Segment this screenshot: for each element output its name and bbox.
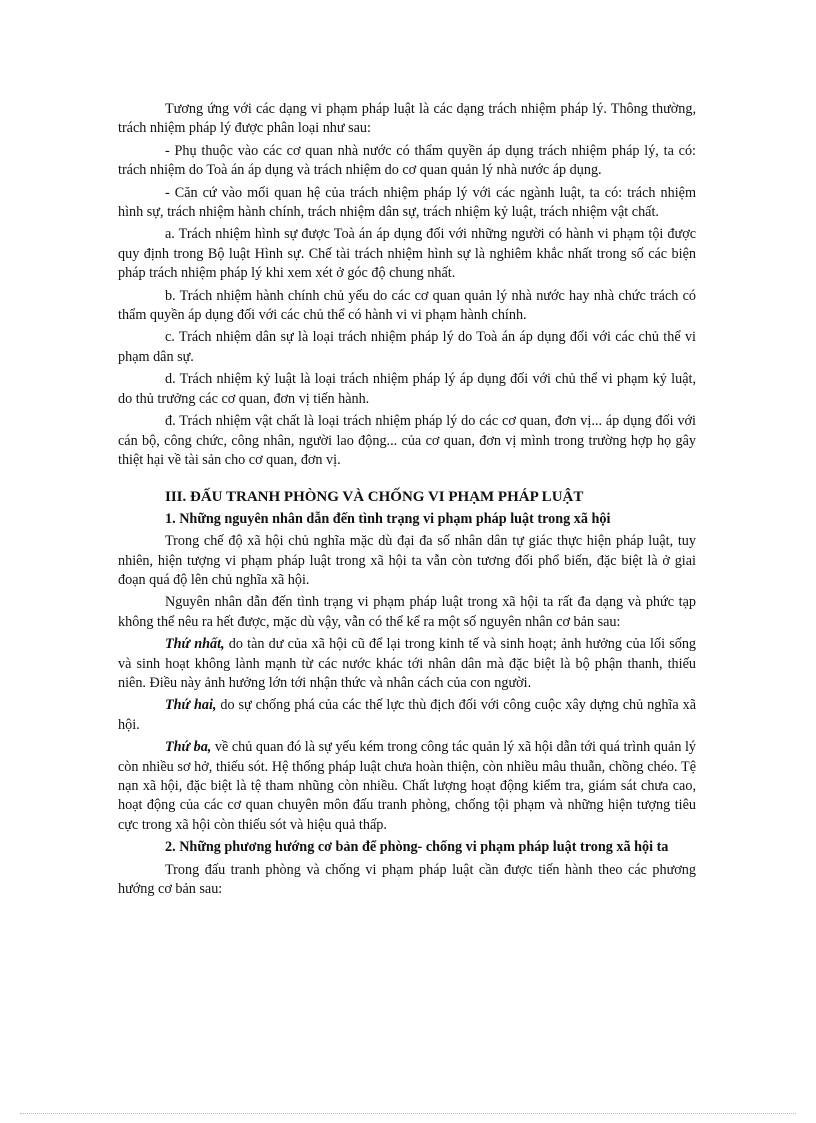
paragraph-third-cause	[118, 738, 696, 835]
page-bottom-border	[20, 1113, 796, 1114]
paragraph-second-cause	[118, 696, 696, 735]
paragraph-by-authority: - Phụ thuộc vào các cơ quan nhà nước có thẩm quyền áp dụng trách nhiệm pháp lý, ta có: trách nhiệm do Toà án áp dụng và trách nhiệm do cơ quan quản lý nhà nước áp dụng.	[118, 142, 696, 179]
paragraph-criminal: a. Trách nhiệm hình sự được Toà án áp dụng đối với những người có hành vi phạm tội được quy định trong Bộ luật Hình sự. Chế tài trách nhiệm hình sự là nghiêm khắc nhất trong số các biện pháp trách nhiệm pháp lý khi xem xét ở góc độ chung nhất.	[118, 226, 696, 282]
paragraph-disciplinary: d. Trách nhiệm kỷ luật là loại trách nhiệm pháp lý áp dụng đối với chủ thể vi phạm kỷ luật, do thủ trưởng các cơ quan, đơn vị tiến hành.	[118, 371, 696, 407]
document-page	[118, 100, 696, 902]
third-cause-lead: Thứ ba,	[165, 739, 212, 756]
second-cause-text: do sự chống phá của các thế lực thù địch đối với công cuộc xây dựng chủ nghĩa xã hội.	[118, 697, 696, 733]
paragraph-civil: c. Trách nhiệm dân sự là loại trách nhiệm pháp lý do Toà án áp dụng đối với các chủ thể vi phạm dân sự.	[118, 329, 696, 365]
paragraph-material: đ. Trách nhiệm vật chất là loại trách nhiệm pháp lý do các cơ quan, đơn vị... áp dụng đối với cán bộ, công chức, công nhân, người lao động... của cơ quan, đơn vị mình trong trường hợp họ gây thiệt hại về tài sản cho cơ quan, đơn vị.	[118, 413, 696, 468]
paragraph-causes-intro: Trong chế độ xã hội chủ nghĩa mặc dù đại đa số nhân dân tự giác thực hiện pháp luật, tuy nhiên, hiện tượng vi phạm pháp luật trong xã hội ta vẫn còn tương đối phổ biến, đặc biệt là ở giai đoạn quá độ lên chủ nghĩa xã hội.	[118, 533, 696, 588]
paragraph-directions-intro: Trong đấu tranh phòng và chống vi phạm pháp luật cần được tiến hành theo các phương hướng cơ bản sau:	[118, 861, 696, 898]
third-cause-text: về chủ quan đó là sự yếu kém trong công tác quản lý xã hội dẫn tới quá trình quản lý còn nhiều sơ hở, thiếu sót. Hệ thống pháp luật chưa hoàn thiện, còn nhiều mâu thuẫn, chồng chéo. Tệ nạn xã hội, đặc biệt là tệ tham nhũng còn nhiều. Chất lượng hoạt động kiểm tra, giám sát chưa cao, hoạt động của các cơ quan chuyên môn đấu tranh phòng, chống tội phạm và những hiện tượng tiêu cực trong xã hội còn thiếu sót và hiệu quả thấp.	[118, 739, 696, 833]
first-cause-lead: Thứ nhất,	[165, 636, 225, 653]
first-cause-text: do tàn dư của xã hội cũ để lại trong kinh tế và sinh hoạt; ảnh hưởng của lối sống và sinh hoạt không lành mạnh từ các nước khác tới nhân dân mà đặc biệt là bộ phận thanh, thiếu niên. Điều này ảnh hưởng lớn tới nhận thức và nhân cách của con người.	[118, 636, 697, 691]
paragraph-first-cause	[118, 635, 696, 693]
second-cause-lead: Thứ hai,	[165, 697, 217, 714]
paragraph-causes-list-intro: Nguyên nhân dẫn đến tình trạng vi phạm pháp luật trong xã hội ta rất đa dạng và phức tạp không thể nêu ra hết được, mặc dù vậy, vẫn có thể kể ra một số nguyên nhân cơ bản sau:	[118, 594, 696, 630]
paragraph-intro: Tương ứng với các dạng vi phạm pháp luật là các dạng trách nhiệm pháp lý. Thông thường, trách nhiệm pháp lý được phân loại như sau:	[118, 101, 696, 137]
section-heading: III. ĐẤU TRANH PHÒNG VÀ CHỐNG VI PHẠM PHÁP LUẬT	[165, 489, 584, 506]
paragraph-administrative: b. Trách nhiệm hành chính chủ yếu do các cơ quan quản lý nhà nước hay nhà chức trách có thẩm quyền áp dụng đối với các chủ thể có hành vi vi phạm hành chính.	[118, 287, 696, 324]
paragraph-by-branch: - Căn cứ vào mối quan hệ của trách nhiệm pháp lý với các ngành luật, ta có: trách nhiệm hình sự, trách nhiệm hành chính, trách nhiệm dân sự, trách nhiệm kỷ luật, trách nhiệm vật chất.	[118, 184, 696, 221]
subsection-heading-directions: 2. Những phương hướng cơ bản để phòng- chống vi phạm pháp luật trong xã hội ta	[165, 839, 669, 856]
subsection-heading-causes: 1. Những nguyên nhân dẫn đến tình trạng vi phạm pháp luật trong xã hội	[165, 510, 611, 527]
